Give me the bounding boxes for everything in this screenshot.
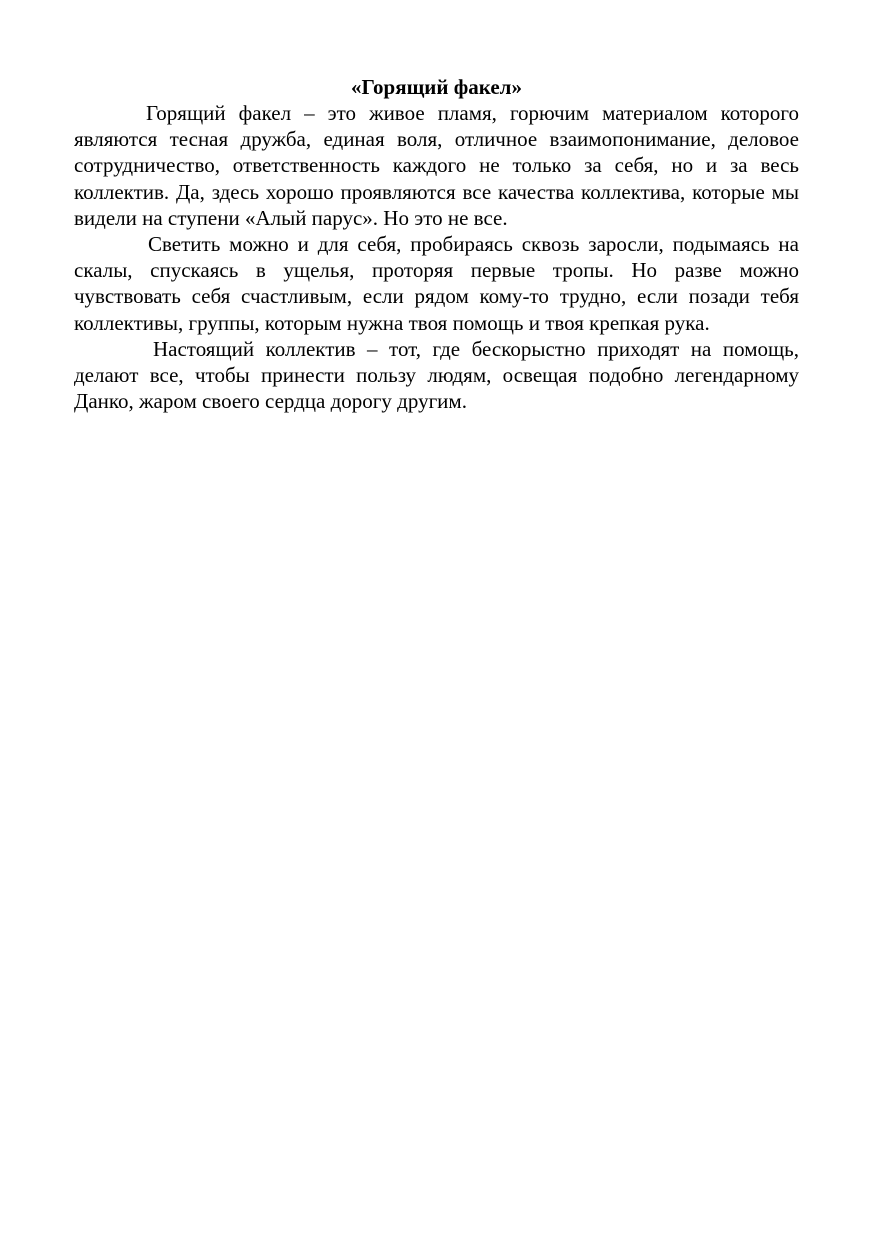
document-title: «Горящий факел» — [351, 75, 522, 99]
paragraph-1: Горящий факел – это живое пламя, горючим материалом которого являются тесная дружба, единая воля, отличное взаимопонимание, деловое сотрудничество, ответственность каждого не только за себя, но и за весь коллектив. Да, здесь хорошо проявляются все качества коллектива, которые мы видели на ступени «Алый парус». Но это не все. — [74, 101, 799, 230]
document-page — [74, 74, 799, 414]
paragraph-2: Светить можно и для себя, пробираясь сквозь заросли, подымаясь на скалы, спускаясь в ущелья, проторяя первые тропы. Но разве можно чувствовать себя счастливым, если рядом кому-то трудно, если позади тебя коллективы, группы, которым нужна твоя помощь и твоя крепкая рука. — [74, 232, 799, 335]
paragraph-3: Настоящий коллектив – тот, где бескорыстно приходят на помощь, делают все, чтобы принести пользу людям, освещая подобно легендарному Данко, жаром своего сердца дорогу другим. — [74, 336, 799, 414]
